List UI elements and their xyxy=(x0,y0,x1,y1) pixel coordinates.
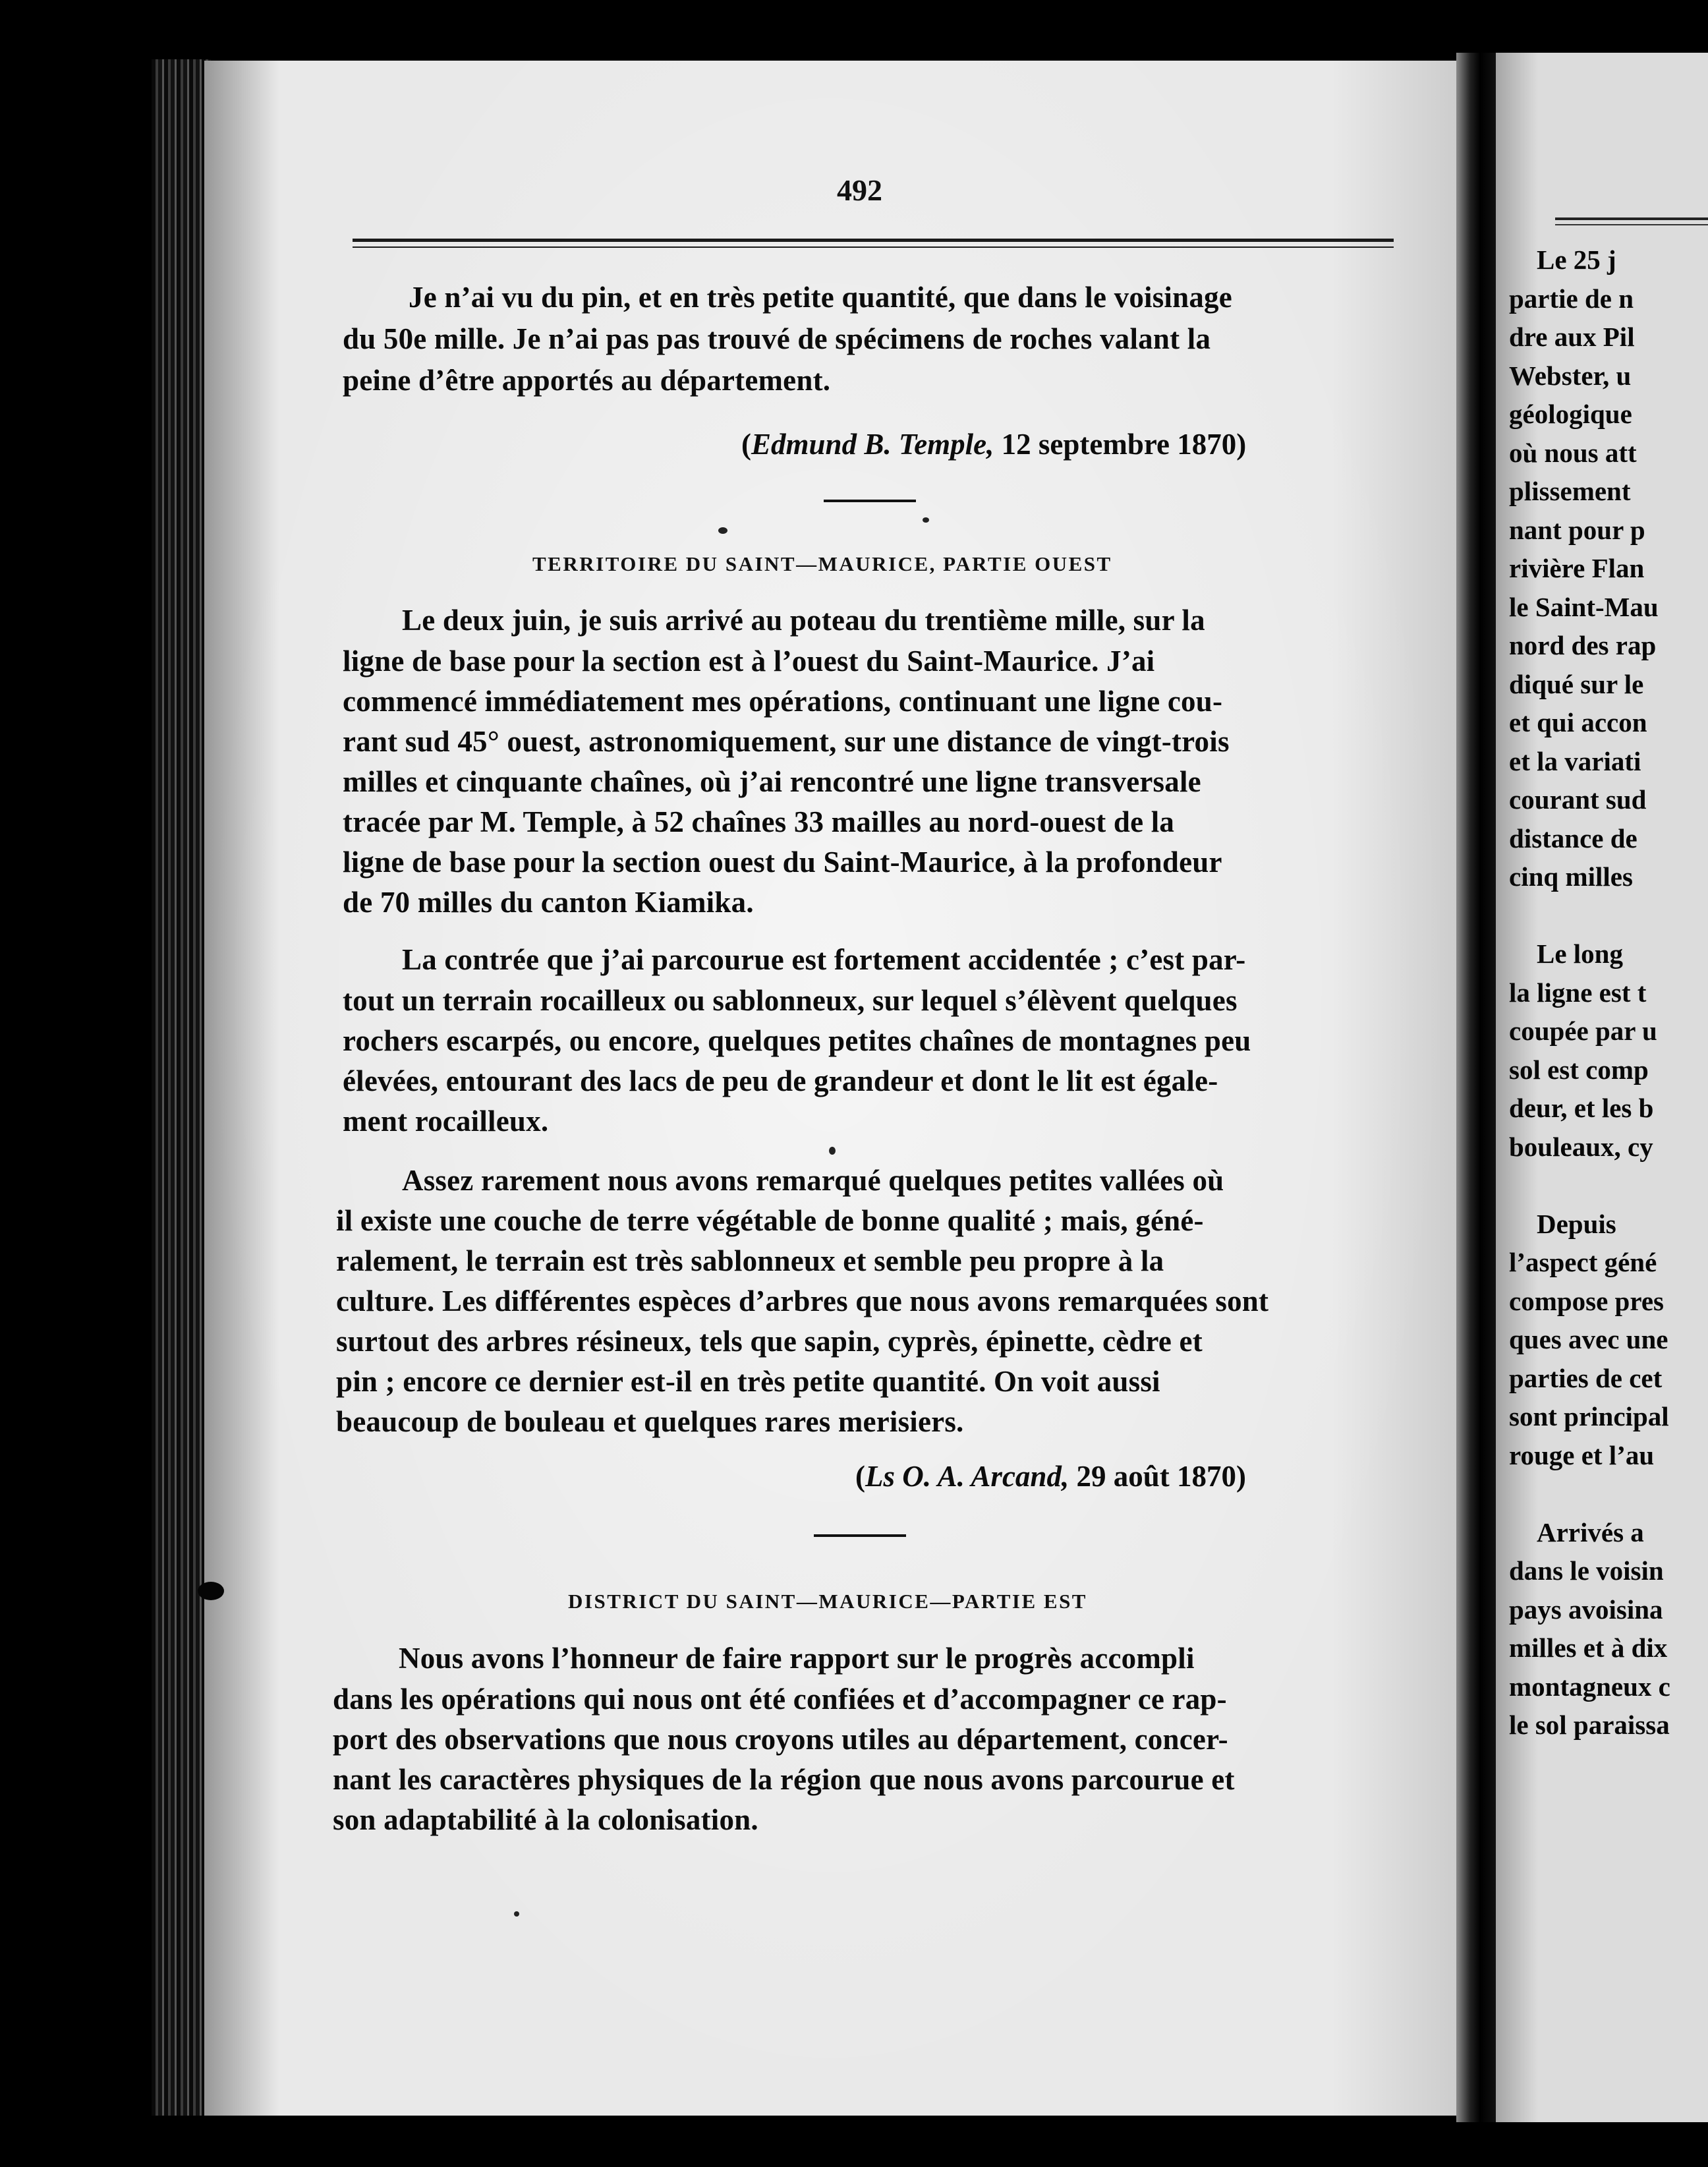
scan-border-top xyxy=(0,0,1708,59)
paragraph-line: nant les caractères physiques de la région que nous avons parcourue et xyxy=(333,1763,1235,1796)
paragraph-line: culture. Les différentes espèces d’arbres que nous avons remarquées sont xyxy=(336,1285,1269,1317)
facing-page-line: Depuis xyxy=(1537,1208,1616,1239)
scan-speck xyxy=(514,1911,519,1917)
facing-page-line: et qui accon xyxy=(1509,707,1647,737)
paragraph-line: beaucoup de bouleau et quelques rares merisiers. xyxy=(336,1405,964,1438)
paragraph-line: ment rocailleux. xyxy=(343,1105,549,1138)
paragraph-line: rochers escarpés, ou encore, quelques petites chaînes de montagnes peu xyxy=(343,1024,1251,1057)
scan-speck xyxy=(718,527,727,534)
facing-page-line: courant sud xyxy=(1509,784,1647,815)
paragraph-line: tracée par M. Temple, à 52 chaînes 33 mailles au nord-ouest de la xyxy=(343,805,1175,838)
facing-page-line: le Saint-Mau xyxy=(1509,591,1659,622)
facing-page-line: sol est comp xyxy=(1509,1054,1649,1085)
signature-paren: ( xyxy=(855,1460,865,1493)
facing-page-line: la ligne est t xyxy=(1509,977,1647,1008)
facing-page-line: Le long xyxy=(1537,939,1623,969)
facing-page-line: pays avoisina xyxy=(1509,1594,1663,1625)
facing-page-line: nant pour p xyxy=(1509,514,1645,545)
signature-date: 12 septembre 1870) xyxy=(994,428,1247,461)
facing-page-line: cinq milles xyxy=(1509,861,1633,892)
paragraph-line: pin ; encore ce dernier est-il en très petite quantité. On voit aussi xyxy=(336,1365,1160,1398)
book-gutter xyxy=(1456,53,1496,2122)
facing-page-line: rivière Flan xyxy=(1509,553,1645,583)
section-heading-partie-est: DISTRICT DU SAINT—MAURICE—PARTIE EST xyxy=(568,1590,1087,1613)
facing-page-line: Webster, u xyxy=(1509,360,1632,391)
facing-page-line: rouge et l’au xyxy=(1509,1439,1655,1470)
facing-page-line: partie de n xyxy=(1509,283,1634,314)
facing-page-line: distance de xyxy=(1509,823,1637,853)
facing-page-line: géologique xyxy=(1509,399,1632,429)
facing-page-line: bouleaux, cy xyxy=(1509,1131,1653,1162)
paragraph-line: Le deux juin, je suis arrivé au poteau du trentième mille, sur la xyxy=(402,604,1205,637)
facing-header-rule xyxy=(1555,217,1708,220)
section-separator xyxy=(814,1534,906,1537)
scan-blot xyxy=(198,1582,224,1600)
facing-page-line: parties de cet xyxy=(1509,1362,1663,1393)
signature-temple xyxy=(741,427,1246,461)
paragraph-line: surtout des arbres résineux, tels que sapin, cyprès, épinette, cèdre et xyxy=(336,1325,1203,1358)
paragraph-line: Nous avons l’honneur de faire rapport sur le progrès accompli xyxy=(399,1642,1195,1675)
paragraph-line: La contrée que j’ai parcourue est fortement accidentée ; c’est par- xyxy=(402,943,1246,976)
scan-speck xyxy=(829,1147,836,1155)
paragraph-line: ralement, le terrain est très sablonneux et semble peu propre à la xyxy=(336,1244,1164,1277)
facing-page-line: nord des rap xyxy=(1509,630,1657,660)
signature-date: 29 août 1870) xyxy=(1069,1460,1246,1493)
facing-page-line: Le 25 j xyxy=(1537,245,1616,275)
paragraph-line: peine d’être apportés au département. xyxy=(343,364,831,397)
facing-page-line: dans le voisin xyxy=(1509,1555,1664,1586)
paragraph-line: ligne de base pour la section ouest du Saint-Maurice, à la profondeur xyxy=(343,846,1222,879)
signature-paren: ( xyxy=(741,428,751,461)
paragraph-line: élevées, entourant des lacs de peu de grandeur et dont le lit est égale- xyxy=(343,1064,1218,1097)
facing-page-line: ques avec une xyxy=(1509,1324,1668,1354)
section-heading-partie-ouest: TERRITOIRE DU SAINT—MAURICE, PARTIE OUEST xyxy=(532,552,1112,575)
facing-page-line: diqué sur le xyxy=(1509,668,1644,699)
facing-page-line: dre aux Pil xyxy=(1509,322,1635,352)
paragraph-line: ligne de base pour la section est à l’ouest du Saint-Maurice. J’ai xyxy=(343,645,1155,678)
facing-page-line: milles et à dix xyxy=(1509,1632,1668,1663)
paragraph-line: son adaptabilité à la colonisation. xyxy=(333,1803,758,1836)
signature-arcand xyxy=(855,1459,1246,1493)
facing-page-line: sont principal xyxy=(1509,1401,1669,1431)
signature-name: Edmund B. Temple, xyxy=(751,428,994,461)
header-rule-thick xyxy=(353,239,1394,242)
facing-page xyxy=(1496,53,1708,2122)
scan-speck xyxy=(923,517,929,523)
facing-header-rule-thin xyxy=(1555,224,1708,225)
paragraph-line: commencé immédiatement mes opérations, continuant une ligne cou- xyxy=(343,685,1223,718)
paragraph-line: milles et cinquante chaînes, où j’ai rencontré une ligne transversale xyxy=(343,765,1201,798)
facing-page-line: compose pres xyxy=(1509,1285,1664,1316)
facing-page-line: Arrivés a xyxy=(1537,1517,1644,1547)
paragraph-line: port des observations que nous croyons utiles au département, concer- xyxy=(333,1723,1228,1756)
paragraph-line: du 50e mille. Je n’ai pas pas trouvé de spécimens de roches valant la xyxy=(343,322,1211,355)
paragraph-line: rant sud 45° ouest, astronomiquement, sur une distance de vingt-trois xyxy=(343,725,1230,758)
page-number: 492 xyxy=(837,173,882,207)
facing-page-line: montagneux c xyxy=(1509,1671,1670,1702)
header-rule-thin xyxy=(353,246,1394,248)
facing-page-line: l’aspect géné xyxy=(1509,1247,1657,1277)
paragraph-line: de 70 milles du canton Kiamika. xyxy=(343,886,754,919)
facing-page-line: deur, et les b xyxy=(1509,1093,1654,1123)
scan-border-bottom xyxy=(0,2116,1708,2167)
facing-page-line: le sol paraissa xyxy=(1509,1710,1670,1740)
facing-page-line: et la variati xyxy=(1509,745,1641,776)
paragraph-line: Assez rarement nous avons remarqué quelques petites vallées où xyxy=(402,1164,1224,1197)
facing-page-line: où nous att xyxy=(1509,437,1637,468)
facing-page-line: coupée par u xyxy=(1509,1016,1657,1046)
signature-name: Ls O. A. Arcand, xyxy=(865,1460,1069,1493)
paragraph-line: Je n’ai vu du pin, et en très petite quantité, que dans le voisinage xyxy=(409,281,1232,314)
book-edge xyxy=(152,59,211,2116)
paragraph-line: il existe une couche de terre végétable de bonne qualité ; mais, géné- xyxy=(336,1204,1204,1237)
facing-page-line: plissement xyxy=(1509,476,1631,506)
section-separator xyxy=(824,500,916,502)
paragraph-line: dans les opérations qui nous ont été confiées et d’accompagner ce rap- xyxy=(333,1683,1227,1716)
paragraph-line: tout un terrain rocailleux ou sablonneux, sur lequel s’élèvent quelques xyxy=(343,984,1238,1017)
